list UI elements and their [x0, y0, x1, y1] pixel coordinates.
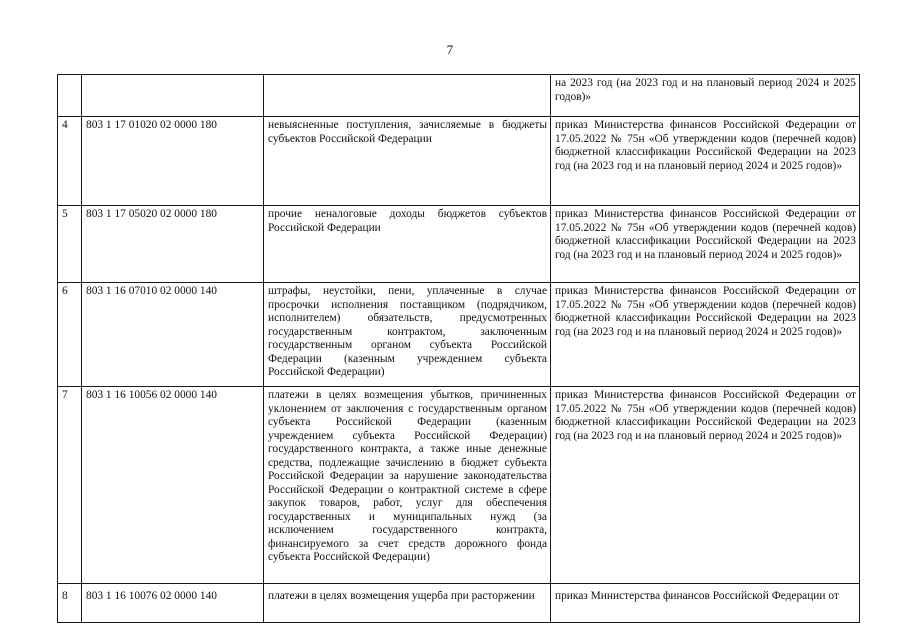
revenue-description-cell: невыясненные поступления, зачисляемые в бюджеты субъектов Российской Федерации	[264, 117, 551, 206]
budget-code-cell: 803 1 16 10076 02 0000 140	[82, 584, 264, 623]
legal-basis-cell: приказ Министерства финансов Российской Федерации от	[551, 584, 860, 623]
budget-code-cell: 803 1 17 01020 02 0000 180	[82, 117, 264, 206]
budget-code-cell: 803 1 16 07010 02 0000 140	[82, 283, 264, 387]
revenue-description-cell: штрафы, неустойки, пени, уплаченные в случае просрочки исполнения поставщиком (подрядчиком, исполнителем) обязательств, предусмотренных государственным контрактом, заключенным государственным органом субъекта Российской Федерации (казенным учреждением субъекта Российской Федерации)	[264, 283, 551, 387]
revenue-description-cell: платежи в целях возмещения ущерба при расторжении	[264, 584, 551, 623]
revenue-description-cell: прочие неналоговые доходы бюджетов субъектов Российской Федерации	[264, 206, 551, 283]
table-row	[58, 387, 860, 584]
row-number-cell: 7	[58, 387, 82, 584]
budget-code-cell	[82, 75, 264, 117]
budget-code-cell: 803 1 17 05020 02 0000 180	[82, 206, 264, 283]
table-row	[58, 117, 860, 206]
row-number-cell: 8	[58, 584, 82, 623]
page-number: 7	[446, 42, 454, 57]
table-row	[58, 283, 860, 387]
row-number-cell: 6	[58, 283, 82, 387]
revenue-codes-table	[57, 74, 860, 623]
row-number-cell	[58, 75, 82, 117]
legal-basis-cell: приказ Министерства финансов Российской Федерации от 17.05.2022 № 75н «Об утверждении кодов (перечней кодов) бюджетной классификации Российской Федерации на 2023 год (на 2023 год и на плановый период 2024 и 2025 годов)»	[551, 206, 860, 283]
legal-basis-cell: на 2023 год (на 2023 год и на плановый период 2024 и 2025 годов)»	[551, 75, 860, 117]
revenue-description-cell	[264, 75, 551, 117]
revenue-description-cell: платежи в целях возмещения убытков, причиненных уклонением от заключения с государственным органом субъекта Российской Федерации (казенным учреждением субъекта Российской Федерации) государственного контракта, а также иные денежные средства, подлежащие зачислению в бюджет субъекта Российской Федерации за нарушение законодательства Российской Федерации о контрактной системе в сфере закупок товаров, работ, услуг для обеспечения государственных и муниципальных нужд (за исключением государственного контракта, финансируемого за счет средств дорожного фонда субъекта Российской Федерации)	[264, 387, 551, 584]
budget-code-cell: 803 1 16 10056 02 0000 140	[82, 387, 264, 584]
legal-basis-cell: приказ Министерства финансов Российской Федерации от 17.05.2022 № 75н «Об утверждении кодов (перечней кодов) бюджетной классификации Российской Федерации на 2023 год (на 2023 год и на плановый период 2024 и 2025 годов)»	[551, 387, 860, 584]
table-row	[58, 584, 860, 623]
legal-basis-cell: приказ Министерства финансов Российской Федерации от 17.05.2022 № 75н «Об утверждении кодов (перечней кодов) бюджетной классификации Российской Федерации на 2023 год (на 2023 год и на плановый период 2024 и 2025 годов)»	[551, 283, 860, 387]
table-row	[58, 75, 860, 117]
legal-basis-cell: приказ Министерства финансов Российской Федерации от 17.05.2022 № 75н «Об утверждении кодов (перечней кодов) бюджетной классификации Российской Федерации на 2023 год (на 2023 год и на плановый период 2024 и 2025 годов)»	[551, 117, 860, 206]
row-number-cell: 5	[58, 206, 82, 283]
table-row	[58, 206, 860, 283]
row-number-cell: 4	[58, 117, 82, 206]
